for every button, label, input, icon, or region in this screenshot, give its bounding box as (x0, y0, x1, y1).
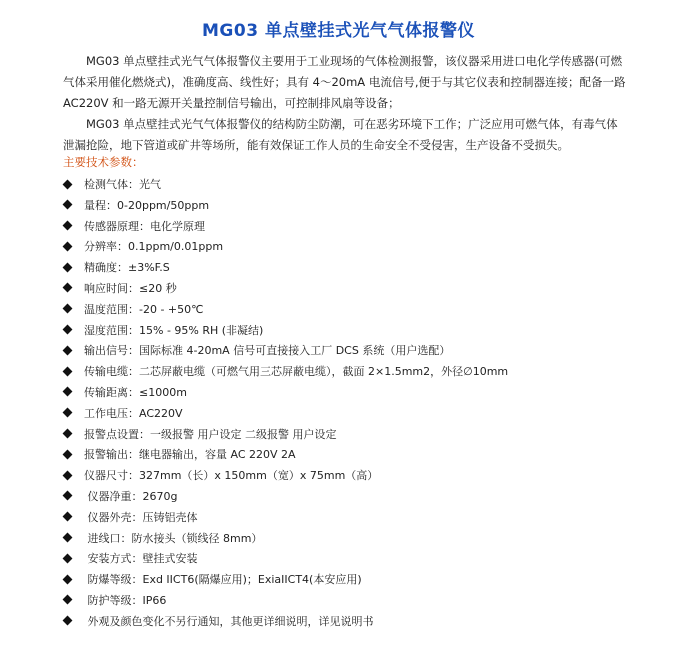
spec-item (63, 237, 663, 258)
intro-section (63, 51, 629, 156)
spec-item (63, 217, 663, 238)
diamond-bullet-icon (63, 179, 73, 189)
spec-text: 仪器外壳：压铸铝壳体 (84, 510, 198, 524)
spec-item (63, 487, 663, 508)
spec-text: 湿度范围：15% - 95% RH (非凝结) (84, 323, 264, 337)
spec-text: 传感器原理：电化学原理 (84, 219, 205, 233)
spec-item (63, 321, 663, 342)
diamond-bullet-icon (63, 553, 73, 563)
spec-item (63, 508, 663, 529)
diamond-bullet-icon (63, 533, 73, 543)
diamond-bullet-icon (63, 283, 73, 293)
spec-item (63, 591, 663, 612)
diamond-bullet-icon (63, 470, 73, 480)
spec-item (63, 383, 663, 404)
spec-item (63, 425, 663, 446)
diamond-bullet-icon (63, 595, 73, 605)
spec-text: 报警点设置：一级报警 用户设定 二级报警 用户设定 (84, 427, 337, 441)
diamond-bullet-icon (63, 366, 73, 376)
diamond-bullet-icon (63, 262, 73, 272)
spec-item (63, 466, 663, 487)
spec-text: 报警输出：继电器输出，容量 AC 220V 2A (84, 448, 296, 462)
intro-paragraph-1: MG03 单点壁挂式光气气体报警仪主要用于工业现场的气体检测报警，该仪器采用进口电化学传感器(可燃气体采用催化燃烧式)，准确度高、线性好；具有 4～20mA 电流信号,便于与其它仪表和控制器连接；配备一路 AC220V 和一路无源开关量控制信号输出，可控制排风扇等设备； (63, 54, 626, 110)
spec-text: 输出信号：国际标准 4-20mA 信号可直接接入工厂 DCS 系统（用户选配） (84, 344, 451, 358)
spec-text: 响应时间：≤20 秒 (84, 281, 177, 295)
diamond-bullet-icon (63, 491, 73, 501)
spec-text: 量程：0-20ppm/50ppm (84, 198, 210, 212)
spec-text: 仪器净重：2670g (84, 489, 178, 503)
spec-text: 安装方式：壁挂式安装 (84, 552, 198, 566)
spec-text: 精确度：±3%F.S (84, 261, 170, 275)
diamond-bullet-icon (63, 200, 73, 210)
spec-item (63, 529, 663, 550)
spec-item (63, 404, 663, 425)
spec-item (63, 445, 663, 466)
page-title: MG03 单点壁挂式光气气体报警仪 (202, 21, 475, 41)
spec-text: 工作电压：AC220V (84, 406, 183, 420)
spec-text: 传输电缆：二芯屏蔽电缆（可燃气用三芯屏蔽电缆），截面 2×1.5mm2，外径∅10mm (84, 365, 509, 379)
diamond-bullet-icon (63, 345, 73, 355)
diamond-bullet-icon (63, 574, 73, 584)
spec-item (63, 196, 663, 217)
spec-text: 检测气体：光气 (84, 178, 161, 191)
diamond-bullet-icon (63, 221, 73, 231)
spec-text: 进线口：防水接头（锁线径 8mm） (84, 531, 263, 545)
spec-item (63, 279, 663, 300)
spec-text: 温度范围：-20 - +50℃ (84, 302, 204, 316)
spec-heading: 主要技术参数： (63, 155, 144, 169)
intro-paragraph-2: MG03 单点壁挂式光气气体报警仪的结构防尘防潮，可在恶劣环境下工作；广泛应用可燃气体，有毒气体泄漏抢险，地下管道或矿井等场所，能有效保证工作人员的生命安全不受侵害，生产设备不受损失。 (63, 117, 618, 152)
diamond-bullet-icon (63, 429, 73, 439)
spec-text: 分辨率：0.1ppm/0.01ppm (84, 240, 224, 254)
diamond-bullet-icon (63, 616, 73, 626)
spec-list (63, 175, 663, 633)
spec-item (63, 258, 663, 279)
spec-item (63, 570, 663, 591)
spec-text: 防护等级：IP66 (84, 593, 167, 607)
diamond-bullet-icon (63, 512, 73, 522)
spec-item (63, 300, 663, 321)
diamond-bullet-icon (63, 241, 73, 251)
diamond-bullet-icon (63, 408, 73, 418)
spec-item (63, 341, 663, 362)
spec-text: 外观及颜色变化不另行通知，其他更详细说明，详见说明书 (84, 614, 374, 628)
spec-text: 传输距离：≤1000m (84, 385, 187, 399)
diamond-bullet-icon (63, 304, 73, 314)
spec-item (63, 175, 663, 196)
spec-text: 仪器尺寸：327mm（长）x 150mm（宽）x 75mm（高） (84, 469, 379, 483)
spec-text: 防爆等级：Exd IICT6(隔爆应用)；ExiaIICT4(本安应用) (84, 573, 362, 587)
diamond-bullet-icon (63, 449, 73, 459)
spec-item (63, 362, 663, 383)
diamond-bullet-icon (63, 325, 73, 335)
spec-item (63, 612, 663, 633)
spec-item (63, 549, 663, 570)
diamond-bullet-icon (63, 387, 73, 397)
